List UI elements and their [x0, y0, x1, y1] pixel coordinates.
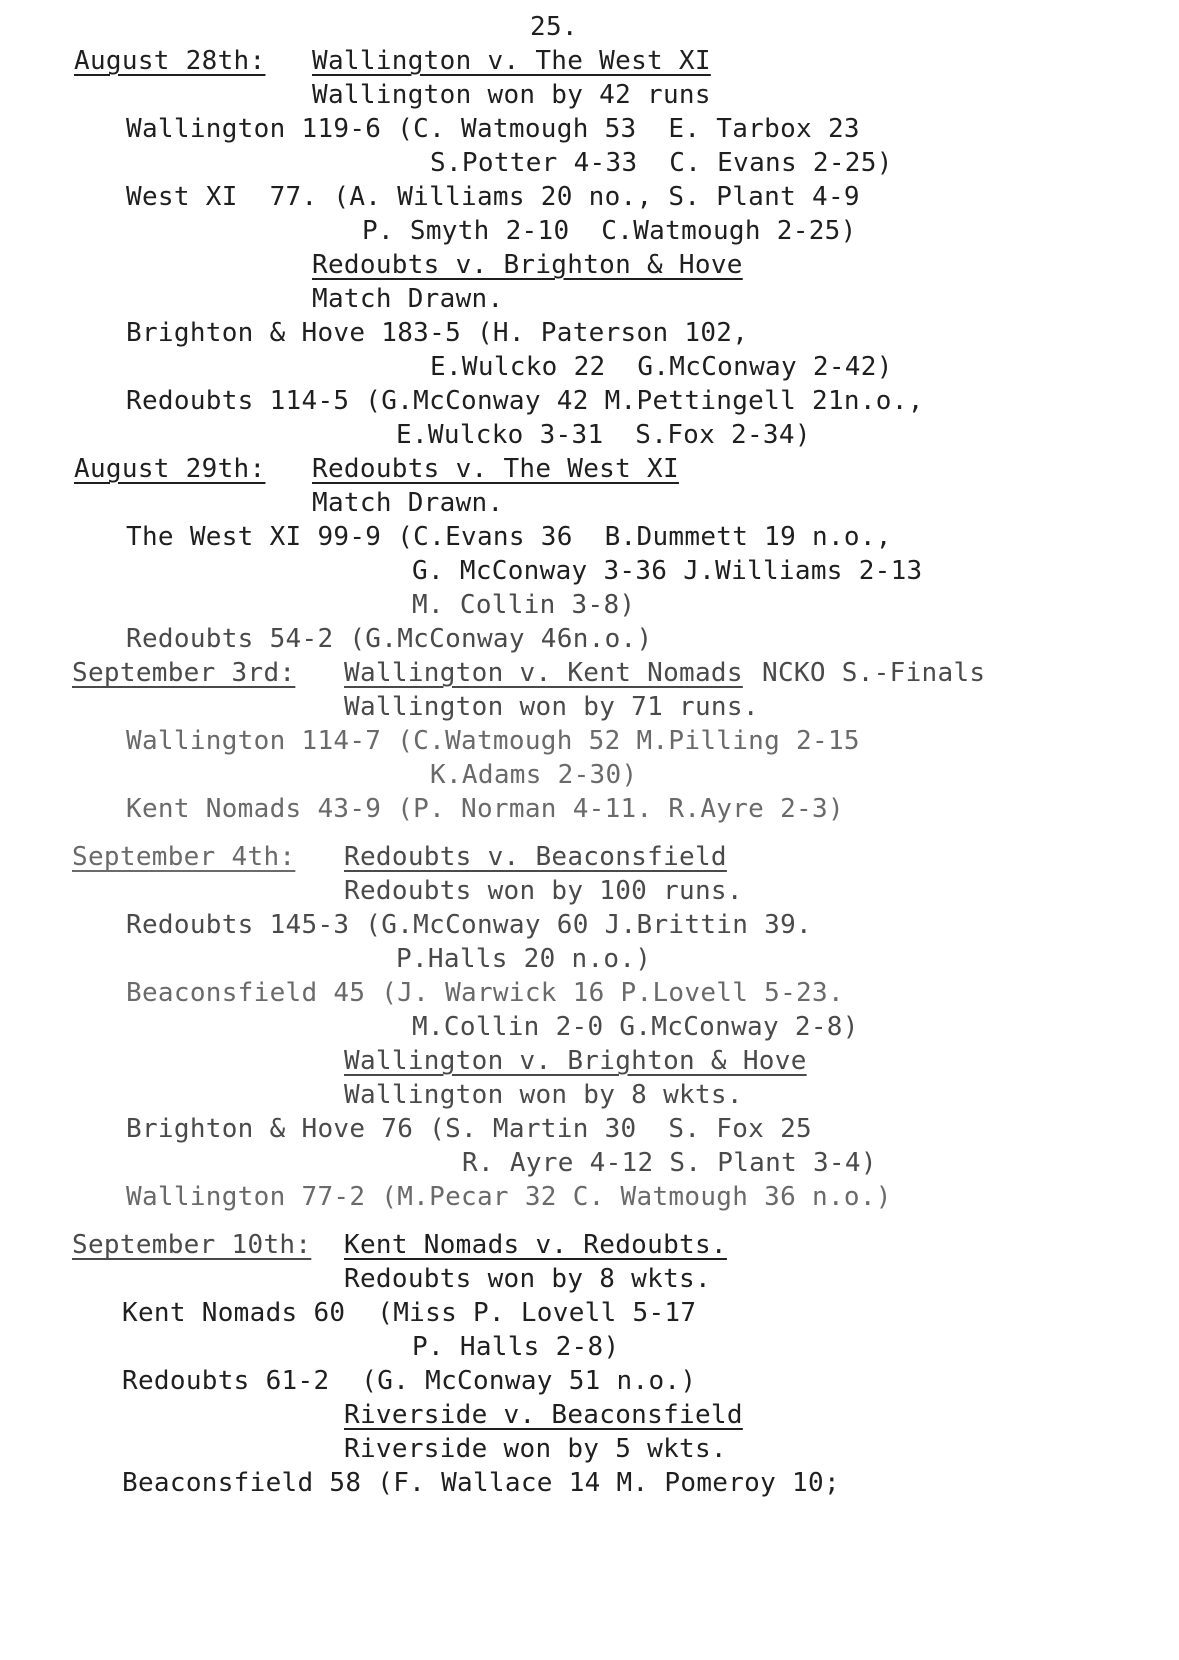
date-heading: September 4th: [72, 842, 296, 872]
match-result: Wallington won by 71 runs. [344, 692, 759, 722]
match-result: Match Drawn. [312, 488, 504, 518]
match-title: Redoubts v. The West XI [312, 454, 679, 484]
date-heading: August 28th: [74, 46, 266, 76]
score-line: Beaconsfield 45 (J. Warwick 16 P.Lovell 5-23. [126, 978, 844, 1008]
score-line: West XI 77. (A. Williams 20 no., S. Plant 4-9 [126, 182, 860, 212]
date-heading: September 3rd: [72, 658, 296, 688]
match-title: Redoubts v. Brighton & Hove [312, 250, 743, 280]
score-line: R. Ayre 4-12 S. Plant 3-4) [462, 1148, 877, 1178]
match-title: Kent Nomads v. Redoubts. [344, 1230, 727, 1260]
match-note: NCKO S.-Finals [762, 658, 986, 688]
date-heading: September 10th: [72, 1230, 312, 1260]
score-line: E.Wulcko 22 G.McConway 2-42) [430, 352, 893, 382]
score-line: The West XI 99-9 (C.Evans 36 B.Dummett 19 n.o., [126, 522, 892, 552]
score-line: S.Potter 4-33 C. Evans 2-25) [430, 148, 893, 178]
score-line: M. Collin 3-8) [412, 590, 636, 620]
score-line: Kent Nomads 43-9 (P. Norman 4-11. R.Ayre 2-3) [126, 794, 844, 824]
score-line: Kent Nomads 60 (Miss P. Lovell 5-17 [122, 1298, 697, 1328]
score-line: Wallington 119-6 (C. Watmough 53 E. Tarbox 23 [126, 114, 860, 144]
match-result: Riverside won by 5 wkts. [344, 1434, 727, 1464]
date-heading: August 29th: [74, 454, 266, 484]
score-line: Brighton & Hove 183-5 (H. Paterson 102, [126, 318, 749, 348]
match-result: Redoubts won by 8 wkts. [344, 1264, 711, 1294]
score-line: Wallington 77-2 (M.Pecar 32 C. Watmough 36 n.o.) [126, 1182, 892, 1212]
page-number: 25. [530, 12, 578, 42]
score-line: Brighton & Hove 76 (S. Martin 30 S. Fox 25 [126, 1114, 812, 1144]
match-title: Wallington v. Kent Nomads [344, 658, 743, 688]
score-line: Redoubts 54-2 (G.McConway 46n.o.) [126, 624, 653, 654]
match-title: Wallington v. The West XI [312, 46, 711, 76]
score-line: Redoubts 114-5 (G.McConway 42 M.Pettingell 21n.o., [126, 386, 924, 416]
match-result: Redoubts won by 100 runs. [344, 876, 743, 906]
match-result: Match Drawn. [312, 284, 504, 314]
score-line: M.Collin 2-0 G.McConway 2-8) [412, 1012, 859, 1042]
match-result: Wallington won by 42 runs [312, 80, 711, 110]
match-result: Wallington won by 8 wkts. [344, 1080, 743, 1110]
match-title: Redoubts v. Beaconsfield [344, 842, 727, 872]
score-line: P. Halls 2-8) [412, 1332, 620, 1362]
score-line: P. Smyth 2-10 C.Watmough 2-25) [362, 216, 857, 246]
match-title: Wallington v. Brighton & Hove [344, 1046, 807, 1076]
score-line: Redoubts 145-3 (G.McConway 60 J.Brittin 39. [126, 910, 812, 940]
score-line: P.Halls 20 n.o.) [396, 944, 652, 974]
score-line: Redoubts 61-2 (G. McConway 51 n.o.) [122, 1366, 697, 1396]
score-line: G. McConway 3-36 J.Williams 2-13 [412, 556, 923, 586]
score-line: E.Wulcko 3-31 S.Fox 2-34) [396, 420, 811, 450]
score-line: Wallington 114-7 (C.Watmough 52 M.Pilling 2-15 [126, 726, 860, 756]
score-line: K.Adams 2-30) [430, 760, 638, 790]
match-title: Riverside v. Beaconsfield [344, 1400, 743, 1430]
score-line: Beaconsfield 58 (F. Wallace 14 M. Pomeroy 10; [122, 1468, 840, 1498]
